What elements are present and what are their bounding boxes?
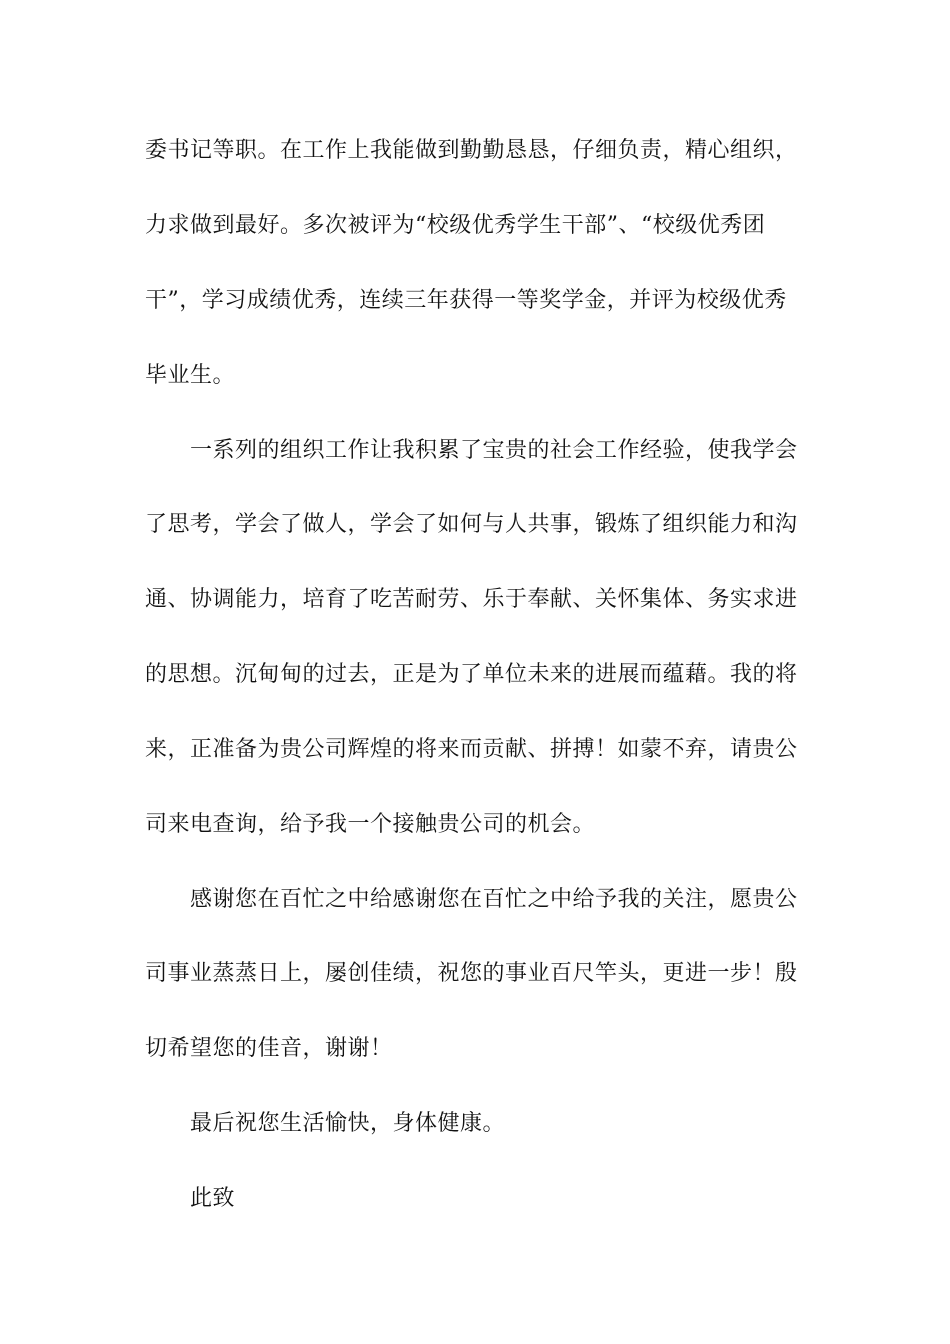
text-line-9: 来，正准备为贵公司辉煌的将来而贡献、拼搏！如蒙不弃，请贵公 [145, 737, 798, 762]
text-line-12: 司事业蒸蒸日上，屡创佳绩，祝您的事业百尺竿头，更进一步！殷 [145, 961, 798, 986]
text-line-15: 此致 [190, 1186, 236, 1211]
text-line-1: 委书记等职。在工作上我能做到勤勤恳恳，仔细负责，精心组织， [145, 138, 798, 163]
text-line-7: 通、协调能力，培育了吃苦耐劳、乐于奉献、关怀集体、务实求进 [145, 587, 798, 612]
text-line-2: 力求做到最好。多次被评为“校级优秀学生干部”、“校级优秀团 [145, 213, 766, 238]
text-line-5: 一系列的组织工作让我积累了宝贵的社会工作经验，使我学会 [190, 438, 798, 463]
text-line-3: 干”，学习成绩优秀，连续三年获得一等奖学金，并评为校级优秀 [145, 288, 787, 313]
text-line-11: 感谢您在百忙之中给感谢您在百忙之中给予我的关注，愿贵公 [190, 887, 798, 912]
text-line-14: 最后祝您生活愉快，身体健康。 [190, 1111, 506, 1136]
text-line-13: 切希望您的佳音，谢谢！ [145, 1036, 393, 1061]
text-line-10: 司来电查询，给予我一个接触贵公司的机会。 [145, 812, 596, 837]
text-line-4: 毕业生。 [145, 363, 236, 388]
text-line-8: 的思想。沉甸甸的过去，正是为了单位未来的进展而蕴藉。我的将 [145, 662, 798, 687]
text-line-6: 了思考，学会了做人，学会了如何与人共事，锻炼了组织能力和沟 [145, 512, 798, 537]
